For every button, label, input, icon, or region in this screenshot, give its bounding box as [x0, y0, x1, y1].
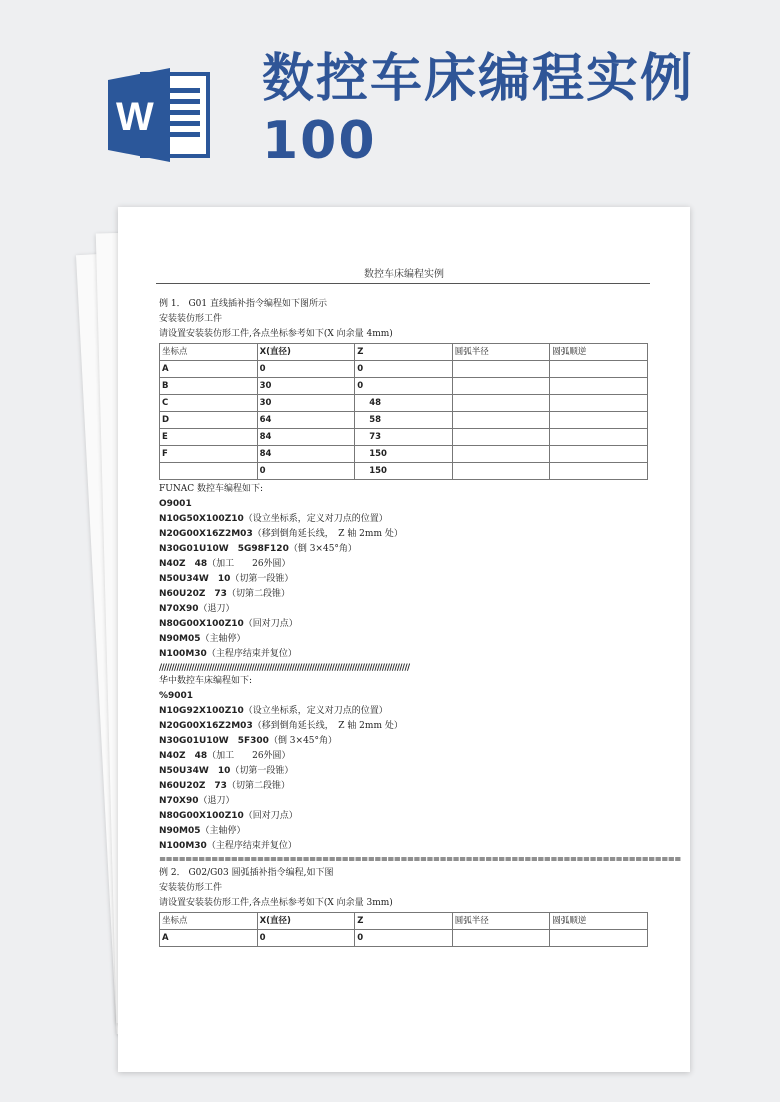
- table-cell: [160, 463, 258, 480]
- table-cell: 150: [355, 446, 453, 463]
- example1-part: 安装装仿形工件: [159, 314, 223, 324]
- code-comment: （主程序结束并复位）: [206, 649, 297, 659]
- table-row: [160, 446, 648, 463]
- table-cell: [452, 395, 550, 412]
- example1-instruction: 请设置安装装仿形工件,各点坐标参考如下(X 向余量 4mm): [159, 329, 393, 339]
- separator-slashes: ////////////////////////////////////////////////////////////////////////////////////////////////////: [159, 663, 410, 673]
- table-cell: 0: [355, 930, 453, 947]
- code-line: [159, 734, 654, 749]
- table-row: [160, 930, 648, 947]
- table-cell: E: [160, 429, 258, 446]
- table-cell: D: [160, 412, 258, 429]
- table-cell: A: [160, 930, 258, 947]
- code: N60U20Z 73: [159, 589, 227, 599]
- code: N10G50X100Z10: [159, 514, 244, 524]
- table-cell: [550, 446, 648, 463]
- code: N90M05: [159, 634, 201, 644]
- table-row: [160, 429, 648, 446]
- example2-instruction: 请设置安装装仿形工件,各点坐标参考如下(X 向余量 3mm): [159, 898, 393, 908]
- code-line: [159, 647, 654, 662]
- document-content: [159, 297, 681, 949]
- code: N80G00X100Z10: [159, 811, 244, 821]
- code-line: [159, 557, 654, 572]
- hero-title-line2: 100: [262, 111, 377, 171]
- table-cell: 48: [355, 395, 453, 412]
- table-row: [160, 463, 648, 480]
- code-comment: （回对刀点）: [243, 619, 298, 629]
- code: N10G92X100Z10: [159, 706, 244, 716]
- code: N20G00X16Z2M03: [159, 721, 253, 731]
- code-comment: （移到倒角延长线， Z 轴 2mm 处）: [252, 529, 403, 539]
- code-line: [159, 824, 654, 839]
- table-cell: C: [160, 395, 258, 412]
- table-row: [160, 412, 648, 429]
- code: N30G01U10W 5G98F120: [159, 544, 289, 554]
- code-comment: （主轴停）: [200, 634, 246, 644]
- code-comment: （设立坐标系，定义对刀点的位置）: [243, 514, 388, 524]
- code-comment: （加工 26外圆）: [207, 751, 291, 761]
- page-header-title: 数控车床编程实例: [364, 269, 444, 280]
- code-comment: （切第二段锥）: [226, 781, 290, 791]
- code-line: [159, 602, 654, 617]
- code-line: [159, 527, 654, 542]
- table-cell: 64: [257, 412, 355, 429]
- table-header-cell: Z: [355, 913, 453, 930]
- table-cell: 84: [257, 429, 355, 446]
- code-comment: （移到倒角延长线， Z 轴 2mm 处）: [252, 721, 403, 731]
- code: N20G00X16Z2M03: [159, 529, 253, 539]
- table-cell: 30: [257, 395, 355, 412]
- code-comment: （退刀）: [198, 796, 235, 806]
- table-cell: F: [160, 446, 258, 463]
- code-comment: （退刀）: [198, 604, 235, 614]
- fanuc-title: FUNAC 数控车编程如下:: [159, 484, 263, 494]
- table-cell: 30: [257, 378, 355, 395]
- table-cell: 0: [257, 463, 355, 480]
- example2-part: 安装装仿形工件: [159, 883, 223, 893]
- table-cell: [452, 412, 550, 429]
- table-header-cell: 坐标点: [160, 344, 258, 361]
- table-header-cell: 圆弧顺逆: [550, 913, 648, 930]
- hero-title: [262, 48, 694, 172]
- code-comment: （设立坐标系，定义对刀点的位置）: [243, 706, 388, 716]
- hnc-program-number: %9001: [159, 691, 194, 701]
- table-row: [160, 395, 648, 412]
- code-line: [159, 794, 654, 809]
- code: N40Z 48: [159, 559, 208, 569]
- table-cell: [452, 446, 550, 463]
- code-line: [159, 587, 654, 602]
- code: N40Z 48: [159, 751, 208, 761]
- table-cell: [550, 395, 648, 412]
- table-header-cell: 坐标点: [160, 913, 258, 930]
- separator-equals: ================================================================================: [159, 855, 681, 865]
- code: N90M05: [159, 826, 201, 836]
- code: N70X90: [159, 604, 199, 614]
- code-comment: （倒 3×45°角）: [268, 736, 338, 746]
- table-header-cell: Z: [355, 344, 453, 361]
- table-cell: [550, 361, 648, 378]
- table-cell: 0: [257, 930, 355, 947]
- table-cell: 84: [257, 446, 355, 463]
- table-cell: 0: [355, 378, 453, 395]
- code: N50U34W 10: [159, 766, 231, 776]
- code-line: [159, 764, 654, 779]
- table-cell: [550, 930, 648, 947]
- table-cell: [550, 463, 648, 480]
- code-comment: （主程序结束并复位）: [206, 841, 297, 851]
- code-line: [159, 779, 654, 794]
- code: N30G01U10W 5F300: [159, 736, 269, 746]
- code: N50U34W 10: [159, 574, 231, 584]
- code-line: [159, 719, 654, 734]
- code-comment: （加工 26外圆）: [207, 559, 291, 569]
- code-line: [159, 839, 654, 854]
- code-line: [159, 704, 654, 719]
- coordinate-table-2: [159, 912, 648, 947]
- table-cell: [452, 463, 550, 480]
- table-cell: [550, 429, 648, 446]
- code-comment: （切第一段锥）: [230, 766, 294, 776]
- code-comment: （倒 3×45°角）: [288, 544, 357, 554]
- table-cell: B: [160, 378, 258, 395]
- example1-heading: 例 1． G01 直线插补指令编程如下图所示: [159, 299, 327, 309]
- table-cell: [452, 378, 550, 395]
- table-row: [160, 361, 648, 378]
- fanuc-program-number: O9001: [159, 499, 192, 509]
- code-comment: （切第二段锥）: [226, 589, 290, 599]
- code-line: [159, 572, 654, 587]
- table-cell: [452, 361, 550, 378]
- code-line: [159, 632, 654, 647]
- table-cell: [550, 378, 648, 395]
- code-line: [159, 749, 654, 764]
- table-cell: A: [160, 361, 258, 378]
- table-header-row: [160, 344, 648, 361]
- table-cell: [452, 429, 550, 446]
- code: N100M30: [159, 841, 207, 851]
- table-header-cell: 圆弧半径: [452, 913, 550, 930]
- hnc-title: 华中数控车床编程如下:: [159, 676, 253, 686]
- table-header-cell: 圆弧顺逆: [550, 344, 648, 361]
- code-comment: （主轴停）: [200, 826, 246, 836]
- code-line: [159, 809, 654, 824]
- table-header-cell: X(直径): [257, 913, 355, 930]
- code: N100M30: [159, 649, 207, 659]
- code: N70X90: [159, 796, 199, 806]
- document-page: [118, 207, 690, 1072]
- table-cell: 73: [355, 429, 453, 446]
- table-cell: 58: [355, 412, 453, 429]
- table-cell: 0: [355, 361, 453, 378]
- table-row: [160, 378, 648, 395]
- table-header-cell: 圆弧半径: [452, 344, 550, 361]
- code-comment: （切第一段锥）: [230, 574, 294, 584]
- hero-title-line1: 数控车床编程实例: [262, 49, 695, 109]
- code-comment: （回对刀点）: [243, 811, 298, 821]
- header-divider: [156, 283, 650, 284]
- code: N60U20Z 73: [159, 781, 227, 791]
- code-line: [159, 542, 654, 557]
- table-cell: [550, 412, 648, 429]
- coordinate-table-1: [159, 343, 648, 480]
- example2-heading: 例 2． G02/G03 圆弧插补指令编程,如下图: [159, 868, 334, 878]
- code-line: [159, 617, 654, 632]
- code: N80G00X100Z10: [159, 619, 244, 629]
- table-header-cell: X(直径): [257, 344, 355, 361]
- table-cell: 0: [257, 361, 355, 378]
- table-header-row: [160, 913, 648, 930]
- table-cell: [452, 930, 550, 947]
- table-cell: 150: [355, 463, 453, 480]
- word-document-icon: [108, 68, 210, 162]
- svg-text:W: W: [116, 95, 154, 139]
- code-line: [159, 512, 654, 527]
